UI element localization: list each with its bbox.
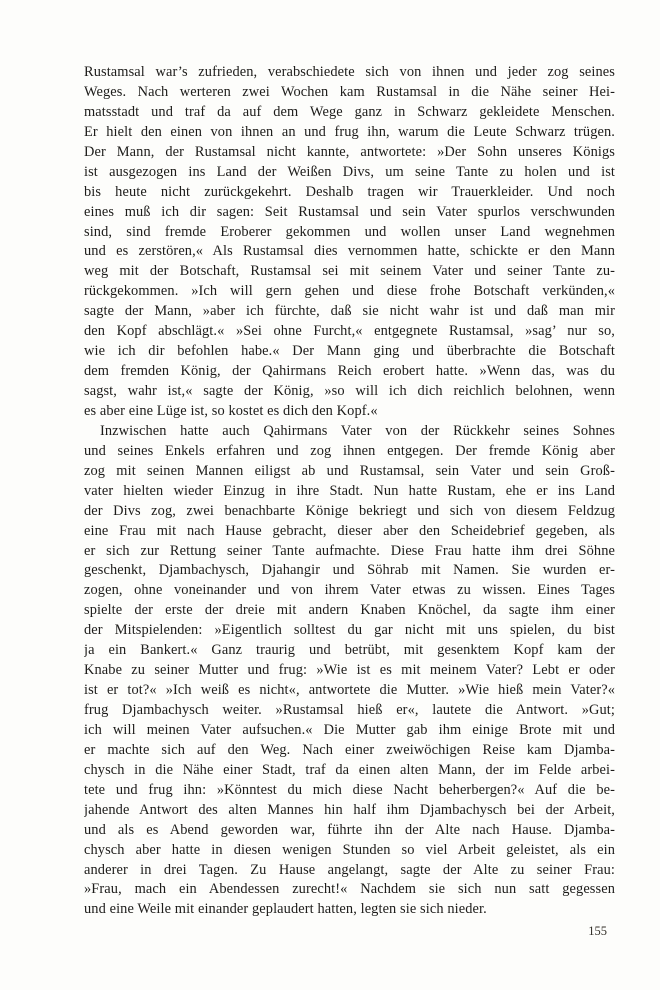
text-line: er machte sich auf den Weg. Nach einer zweiwöchigen Reise kam Djamba- xyxy=(84,741,615,758)
text-line: Er hielt den einen von ihnen an und frug ihn, warum die Leute Schwarz trügen. xyxy=(84,123,615,140)
page-number: 155 xyxy=(588,924,607,938)
text-line: »Frau, mach ein Abendessen zurecht!« Nachdem sie sich nun satt gegessen xyxy=(84,881,615,898)
text-line: und eine Weile mit einander geplaudert hatten, legten sie sich nieder. xyxy=(84,901,487,918)
text-line: bis heute nicht zurückgekehrt. Deshalb tragen wir Trauerkleider. Und noch xyxy=(84,183,615,200)
text-line: zog mit seinen Mannen eiligst ab und Rustamsal, sein Vater und sein Groß- xyxy=(84,462,615,479)
text-line: ist er tot?« »Ich weiß es nicht«, antwortete die Mutter. »Wie hieß mein Vater?« xyxy=(84,682,615,699)
text-line: es aber eine Lüge ist, so kostet es dich den Kopf.« xyxy=(84,402,378,419)
text-line: anderer in drei Tagen. Zu Hause angelangt, sagte der Alte zu seiner Frau: xyxy=(84,861,615,878)
text-line: sagte der Mann, »aber ich fürchte, daß sie nicht wahr ist und daß man mir xyxy=(84,303,615,320)
text-line: chysch in die Nähe einer Stadt, traf da einen alten Mann, der im Felde arbei- xyxy=(84,761,615,778)
text-line: eine Frau mit nach Hause gebracht, dieser aber den Scheidebrief gegeben, als xyxy=(84,522,615,539)
text-line: Weges. Nach werteren zwei Wochen kam Rustamsal in die Nähe seiner Hei- xyxy=(84,83,615,100)
text-line: er sich zur Rettung seiner Tante aufmachte. Diese Frau hatte ihm drei Söhne xyxy=(84,542,615,559)
text-line: tete und frug ihn: »Könntest du mich diese Nacht beherbergen?« Auf die be- xyxy=(84,781,615,798)
text-line: den Kopf abschlägt.« »Sei ohne Furcht,« entgegnete Rustamsal, »sag’ nur so, xyxy=(84,323,615,340)
text-line: sagst, wahr ist,« sagte der König, »so will ich dich reichlich belohnen, wenn xyxy=(84,383,615,399)
text-line: sind, sind fremde Eroberer gekommen und wollen unser Land wegnehmen xyxy=(84,223,615,240)
text-line: und als es Abend geworden war, führte ihn der Alte nach Hause. Djamba- xyxy=(84,821,615,838)
text-line: matsstadt und traf da auf dem Wege ganz in Schwarz gekleidete Menschen. xyxy=(84,103,615,120)
text-line: der Mitspielenden: »Eigentlich solltest du gar nicht mit uns spielen, du bist xyxy=(84,622,615,639)
text-line: dem fremden König, der Qahirmans Reich erobert hatte. »Wenn das, was du xyxy=(84,363,615,380)
text-line: zogen, ohne voneinander und von ihrem Vater etwas zu wissen. Eines Tages xyxy=(84,582,615,599)
text-line: der Divs zog, zwei benachbarte Könige bekriegt und sich von diesem Feldzug xyxy=(84,502,615,519)
text-line: ja ein Bankert.« Ganz traurig und betrübt, mit gesenktem Kopf kam der xyxy=(84,642,615,659)
text-line: geschenkt, Djambachysch, Djahangir und Söhrab mit Namen. Sie wurden er- xyxy=(84,562,615,579)
text-line: weg mit der Botschaft, Rustamsal sei mit seinem Vater und seiner Tante zu- xyxy=(84,263,615,280)
text-line: rückgekommen. »Ich will gern gehen und diese frohe Botschaft verkünden,« xyxy=(84,283,615,300)
text-line: und seines Enkels erfahren und zog ihnen entgegen. Der fremde König aber xyxy=(84,442,615,459)
text-line: frug Djambachysch weiter. »Rustamsal hieß er«, lautete die Antwort. »Gut; xyxy=(84,702,615,718)
text-line: chysch aber hatte in diesen wenigen Stunden so viel Arbeit geleistet, als ein xyxy=(84,841,615,858)
text-line: wie ich dir befohlen habe.« Der Mann ging und überbrachte die Botschaft xyxy=(84,343,615,360)
text-line: Knabe zu seiner Mutter und frug: »Wie ist es mit meinem Vater? Lebt er oder xyxy=(84,662,615,679)
text-line: ich will meinen Vater aufsuchen.« Die Mutter gab ihm einige Brote mit und xyxy=(84,721,615,738)
text-line: vater hielten wieder Einzug in ihre Stadt. Nun hatte Rustam, ehe er ins Land xyxy=(84,482,615,499)
text-line: Rustamsal war’s zufrieden, verabschiedete sich von ihnen und jeder zog seines xyxy=(84,64,615,80)
text-line: Der Mann, der Rustamsal nicht kannte, antwortete: »Der Sohn unseres Königs xyxy=(84,143,615,160)
text-line: und es zerstören,« Als Rustamsal dies vernommen hatte, schickte er den Mann xyxy=(84,243,615,260)
text-line: ist ausgezogen ins Land der Weißen Divs, um seine Tante zu holen und ist xyxy=(84,163,615,180)
text-line: eines muß ich dir sagen: Seit Rustamsal und sein Vater spurlos verschwunden xyxy=(84,203,615,220)
text-line: jahende Antwort des alten Mannes hin half ihm Djambachysch bei der Arbeit, xyxy=(84,801,615,818)
text-line: spielte der erste der dreie mit andern Knaben Knöchel, da sagte ihm einer xyxy=(84,602,615,619)
body-text xyxy=(84,63,615,920)
text-line: Inzwischen hatte auch Qahirmans Vater von der Rückkehr seines Sohnes xyxy=(100,422,615,439)
